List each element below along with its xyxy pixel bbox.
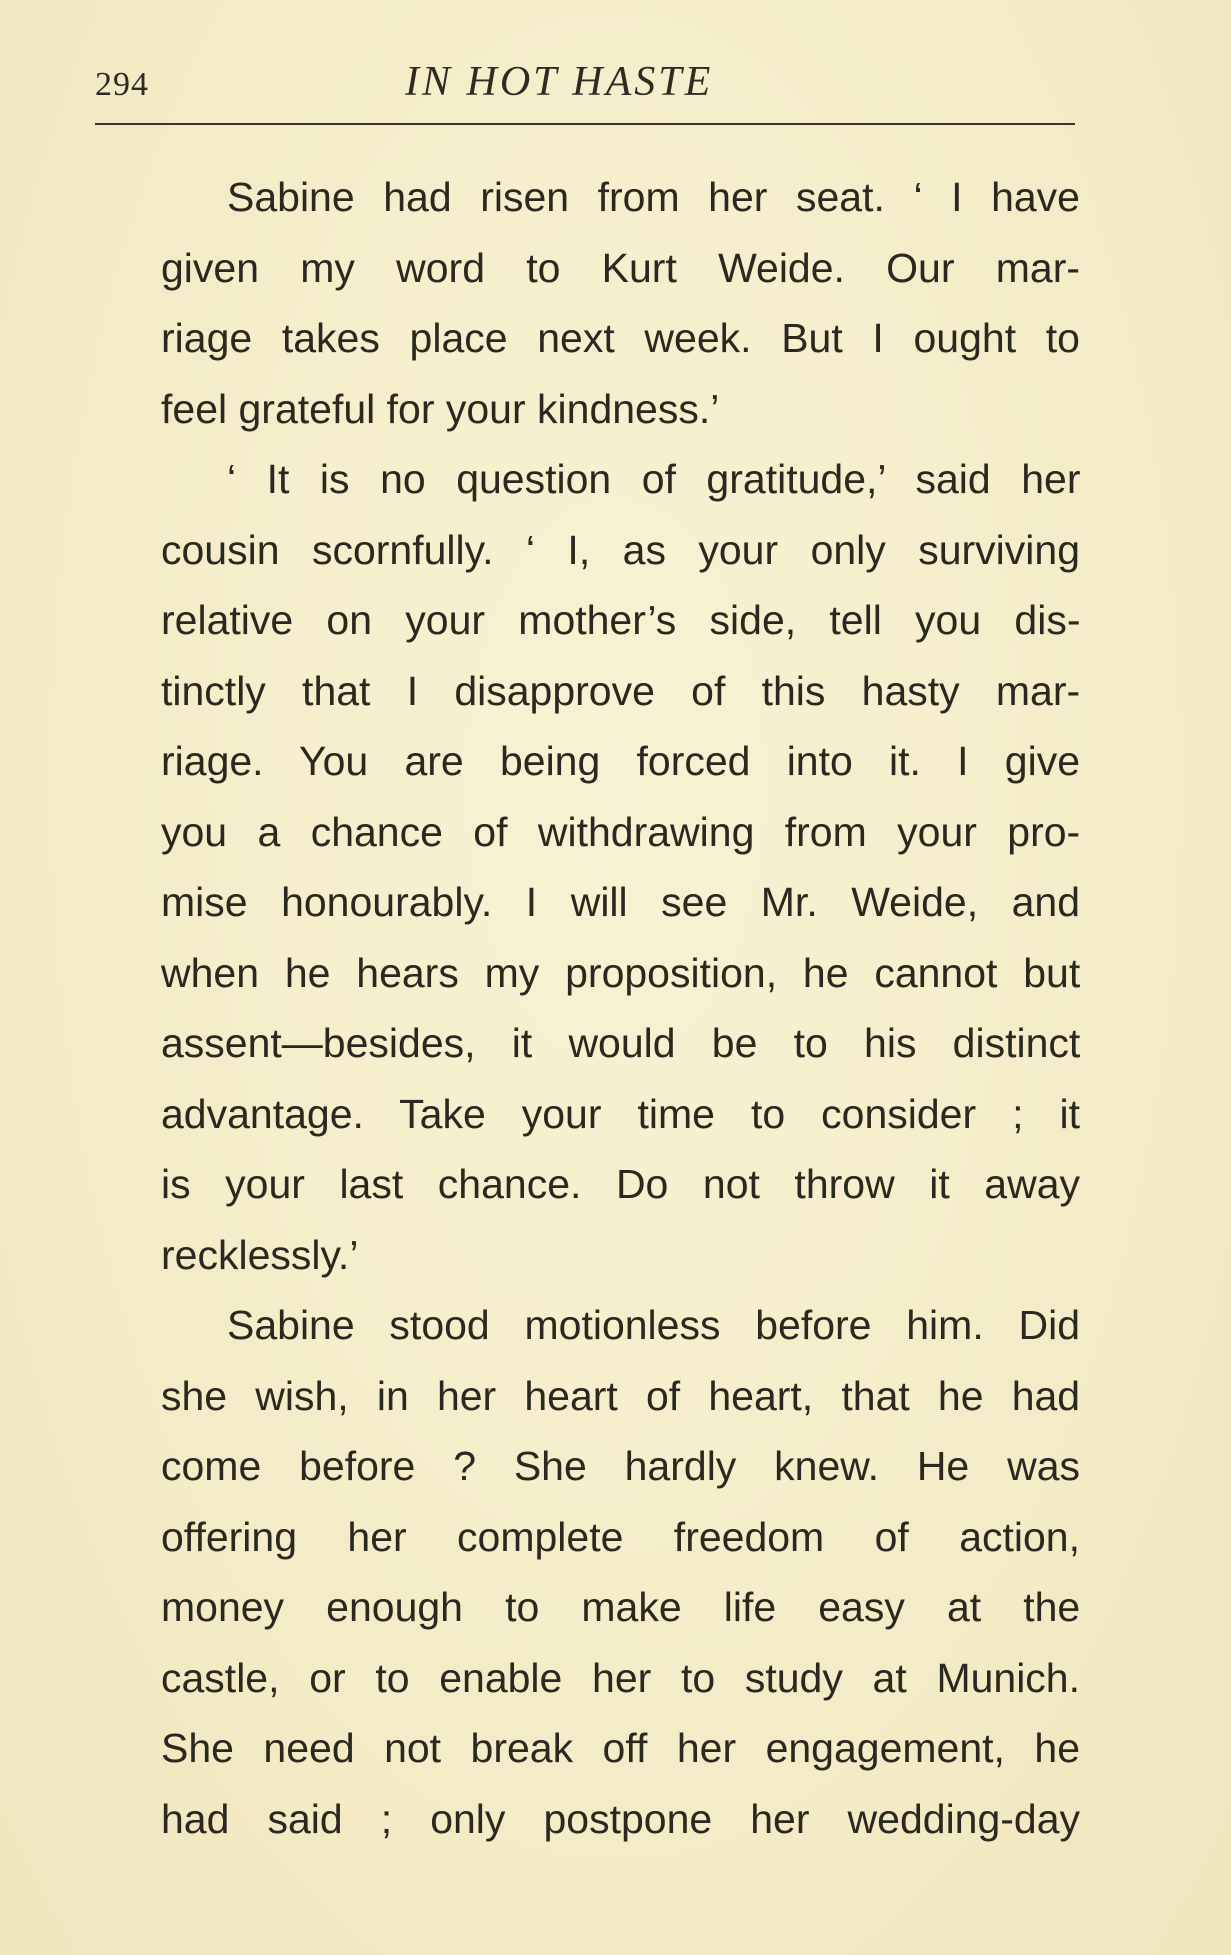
page-header — [95, 58, 1075, 118]
text-line: offering her complete freedom of action, — [161, 1513, 1080, 1560]
paragraph-3 — [95, 1290, 1080, 1854]
text-line: is your last chance. Do not throw it away — [161, 1161, 1080, 1207]
text-line: she wish, in her heart of heart, that he had — [161, 1372, 1081, 1419]
text-line: you a chance of withdrawing from your pro- — [161, 808, 1081, 855]
text-line: tinctly that I disapprove of this hasty mar- — [161, 667, 1081, 714]
text-line: recklessly.’ — [161, 1231, 359, 1278]
text-line: relative on your mother’s side, tell you dis- — [161, 597, 1081, 643]
text-line: cousin scornfully. ‘ I, as your only surviving — [161, 526, 1080, 573]
text-line: riage takes place next week. But I ought to — [161, 315, 1080, 361]
text-line: money enough to make life easy at the — [161, 1584, 1081, 1630]
text-line: given my word to Kurt Weide. Our mar- — [161, 244, 1080, 291]
header-rule — [95, 123, 1075, 125]
text-line: had said ; only postpone her wedding-day — [161, 1795, 1081, 1842]
text-line: castle, or to enable her to study at Munich. — [161, 1654, 1080, 1701]
text-line: Sabine stood motionless before him. Did — [227, 1302, 1080, 1348]
text-line: assent—besides, it would be to his distinct — [161, 1020, 1081, 1066]
text-line: when he hears my proposition, he cannot but — [161, 949, 1081, 996]
text-line: Sabine had risen from her seat. ‘ I have — [227, 174, 1080, 220]
paragraph-1 — [95, 162, 1080, 444]
text-line: come before ? She hardly knew. He was — [161, 1443, 1080, 1489]
paragraph-2 — [95, 444, 1080, 1290]
body-text — [95, 162, 1080, 1854]
text-line: feel grateful for your kindness.’ — [161, 385, 720, 432]
text-line: riage. You are being forced into it. I give — [161, 738, 1080, 784]
text-line: She need not break off her engagement, he — [161, 1725, 1080, 1771]
text-line: mise honourably. I will see Mr. Weide, and — [161, 879, 1080, 925]
text-line: ‘ It is no question of gratitude,’ said her — [227, 456, 1081, 502]
page-number: 294 — [95, 66, 149, 103]
running-title: IN HOT HASTE — [405, 59, 714, 105]
text-line: advantage. Take your time to consider ; it — [161, 1090, 1080, 1137]
